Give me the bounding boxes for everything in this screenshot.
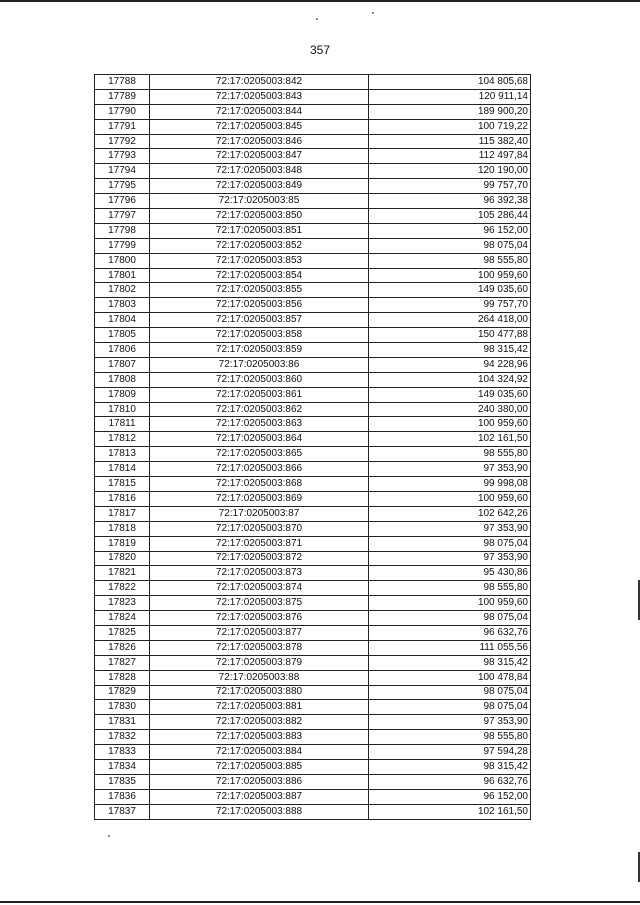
cadastral-number-cell: 72:17:0205003:843 [150,89,369,104]
value-cell: 111 055,56 [369,640,531,655]
table-row [95,134,531,149]
row-number-cell: 17800 [95,253,150,268]
table-row [95,104,531,119]
value-cell: 98 315,42 [369,343,531,358]
cadastral-number-cell: 72:17:0205003:884 [150,745,369,760]
row-number-cell: 17825 [95,625,150,640]
cadastral-number-cell: 72:17:0205003:87 [150,506,369,521]
cadastral-number-cell: 72:17:0205003:848 [150,164,369,179]
cadastral-number-cell: 72:17:0205003:86 [150,357,369,372]
value-cell: 94 228,96 [369,357,531,372]
table-row [95,328,531,343]
row-number-cell: 17835 [95,774,150,789]
cadastral-number-cell: 72:17:0205003:873 [150,566,369,581]
table-row [95,566,531,581]
value-cell: 98 555,80 [369,447,531,462]
value-cell: 96 632,76 [369,625,531,640]
row-number-cell: 17792 [95,134,150,149]
cadastral-number-cell: 72:17:0205003:871 [150,536,369,551]
value-cell: 97 353,90 [369,521,531,536]
value-cell: 150 477,88 [369,328,531,343]
value-cell: 98 075,04 [369,611,531,626]
cadastral-number-cell: 72:17:0205003:853 [150,253,369,268]
cadastral-number-cell: 72:17:0205003:875 [150,596,369,611]
table-row [95,417,531,432]
value-cell: 112 497,84 [369,149,531,164]
top-border-line [0,0,640,2]
row-number-cell: 17808 [95,372,150,387]
row-number-cell: 17817 [95,506,150,521]
row-number-cell: 17830 [95,700,150,715]
scan-speck [108,835,110,837]
cadastral-number-cell: 72:17:0205003:860 [150,372,369,387]
cadastral-number-cell: 72:17:0205003:877 [150,625,369,640]
row-number-cell: 17832 [95,730,150,745]
row-number-cell: 17789 [95,89,150,104]
table-row [95,402,531,417]
table-row [95,372,531,387]
row-number-cell: 17801 [95,268,150,283]
table-row [95,119,531,134]
cadastral-number-cell: 72:17:0205003:872 [150,551,369,566]
value-cell: 97 353,90 [369,551,531,566]
row-number-cell: 17796 [95,194,150,209]
table-row [95,209,531,224]
row-number-cell: 17820 [95,551,150,566]
table-body [95,75,531,820]
cadastral-number-cell: 72:17:0205003:880 [150,685,369,700]
value-cell: 98 555,80 [369,253,531,268]
cadastral-number-cell: 72:17:0205003:856 [150,298,369,313]
table-row [95,789,531,804]
table-row [95,551,531,566]
cadastral-number-cell: 72:17:0205003:847 [150,149,369,164]
table-row [95,223,531,238]
value-cell: 97 594,28 [369,745,531,760]
row-number-cell: 17788 [95,75,150,90]
table-row [95,149,531,164]
row-number-cell: 17804 [95,313,150,328]
cadastral-number-cell: 72:17:0205003:879 [150,655,369,670]
row-number-cell: 17806 [95,343,150,358]
cadastral-number-cell: 72:17:0205003:85 [150,194,369,209]
table-row [95,477,531,492]
value-cell: 97 353,90 [369,462,531,477]
row-number-cell: 17809 [95,387,150,402]
row-number-cell: 17833 [95,745,150,760]
scan-speck [316,18,318,20]
row-number-cell: 17821 [95,566,150,581]
value-cell: 98 075,04 [369,700,531,715]
value-cell: 264 418,00 [369,313,531,328]
table-row [95,730,531,745]
scan-speck [372,12,374,14]
table-row [95,611,531,626]
value-cell: 104 324,92 [369,372,531,387]
cadastral-number-cell: 72:17:0205003:861 [150,387,369,402]
table-row [95,700,531,715]
table-row [95,357,531,372]
cadastral-number-cell: 72:17:0205003:88 [150,670,369,685]
value-cell: 115 382,40 [369,134,531,149]
row-number-cell: 17824 [95,611,150,626]
value-cell: 189 900,20 [369,104,531,119]
table-row [95,715,531,730]
table-row [95,283,531,298]
table-row [95,238,531,253]
table-row [95,89,531,104]
row-number-cell: 17828 [95,670,150,685]
value-cell: 100 719,22 [369,119,531,134]
cadastral-number-cell: 72:17:0205003:852 [150,238,369,253]
table-row [95,640,531,655]
cadastral-number-cell: 72:17:0205003:846 [150,134,369,149]
table-row [95,625,531,640]
table-row [95,670,531,685]
row-number-cell: 17795 [95,179,150,194]
table-row [95,491,531,506]
row-number-cell: 17812 [95,432,150,447]
cadastral-number-cell: 72:17:0205003:887 [150,789,369,804]
cadastral-number-cell: 72:17:0205003:882 [150,715,369,730]
value-cell: 98 315,42 [369,759,531,774]
row-number-cell: 17819 [95,536,150,551]
cadastral-number-cell: 72:17:0205003:842 [150,75,369,90]
cadastral-number-cell: 72:17:0205003:857 [150,313,369,328]
value-cell: 98 555,80 [369,581,531,596]
row-number-cell: 17799 [95,238,150,253]
page-number: 357 [309,43,331,57]
row-number-cell: 17794 [95,164,150,179]
table-row [95,194,531,209]
cadastral-number-cell: 72:17:0205003:864 [150,432,369,447]
cadastral-value-table [94,74,531,820]
value-cell: 95 430,86 [369,566,531,581]
cadastral-number-cell: 72:17:0205003:859 [150,343,369,358]
value-cell: 99 757,70 [369,179,531,194]
row-number-cell: 17836 [95,789,150,804]
value-cell: 99 757,70 [369,298,531,313]
row-number-cell: 17816 [95,491,150,506]
row-number-cell: 17810 [95,402,150,417]
table-row [95,685,531,700]
row-number-cell: 17791 [95,119,150,134]
table-row [95,506,531,521]
table-row [95,387,531,402]
cadastral-number-cell: 72:17:0205003:854 [150,268,369,283]
value-cell: 99 998,08 [369,477,531,492]
row-number-cell: 17793 [95,149,150,164]
table-row [95,596,531,611]
bottom-border-line [0,901,640,903]
value-cell: 98 075,04 [369,685,531,700]
table-row [95,521,531,536]
row-number-cell: 17797 [95,209,150,224]
row-number-cell: 17834 [95,759,150,774]
value-cell: 240 380,00 [369,402,531,417]
row-number-cell: 17803 [95,298,150,313]
value-cell: 120 911,14 [369,89,531,104]
cadastral-number-cell: 72:17:0205003:878 [150,640,369,655]
cadastral-number-cell: 72:17:0205003:845 [150,119,369,134]
table-row [95,447,531,462]
row-number-cell: 17813 [95,447,150,462]
table-row [95,804,531,819]
table-row [95,745,531,760]
cadastral-number-cell: 72:17:0205003:866 [150,462,369,477]
table-row [95,298,531,313]
row-number-cell: 17823 [95,596,150,611]
cadastral-number-cell: 72:17:0205003:869 [150,491,369,506]
table-row [95,759,531,774]
table-row [95,432,531,447]
cadastral-number-cell: 72:17:0205003:844 [150,104,369,119]
cadastral-number-cell: 72:17:0205003:876 [150,611,369,626]
value-cell: 102 161,50 [369,804,531,819]
value-cell: 100 959,60 [369,596,531,611]
cadastral-number-cell: 72:17:0205003:862 [150,402,369,417]
cadastral-number-cell: 72:17:0205003:849 [150,179,369,194]
cadastral-number-cell: 72:17:0205003:858 [150,328,369,343]
value-cell: 100 959,60 [369,268,531,283]
table-row [95,774,531,789]
cadastral-number-cell: 72:17:0205003:850 [150,209,369,224]
value-cell: 100 959,60 [369,491,531,506]
table-row [95,253,531,268]
row-number-cell: 17827 [95,655,150,670]
row-number-cell: 17805 [95,328,150,343]
row-number-cell: 17798 [95,223,150,238]
cadastral-number-cell: 72:17:0205003:883 [150,730,369,745]
table-row [95,581,531,596]
value-cell: 96 152,00 [369,789,531,804]
value-cell: 149 035,60 [369,283,531,298]
row-number-cell: 17802 [95,283,150,298]
cadastral-number-cell: 72:17:0205003:886 [150,774,369,789]
row-number-cell: 17837 [95,804,150,819]
table-row [95,655,531,670]
value-cell: 104 805,68 [369,75,531,90]
row-number-cell: 17815 [95,477,150,492]
table-row [95,164,531,179]
value-cell: 98 075,04 [369,536,531,551]
cadastral-number-cell: 72:17:0205003:881 [150,700,369,715]
value-cell: 102 642,26 [369,506,531,521]
table-row [95,179,531,194]
row-number-cell: 17814 [95,462,150,477]
cadastral-number-cell: 72:17:0205003:868 [150,477,369,492]
value-cell: 100 959,60 [369,417,531,432]
value-cell: 96 632,76 [369,774,531,789]
table-row [95,268,531,283]
row-number-cell: 17807 [95,357,150,372]
row-number-cell: 17831 [95,715,150,730]
value-cell: 97 353,90 [369,715,531,730]
value-cell: 120 190,00 [369,164,531,179]
cadastral-number-cell: 72:17:0205003:870 [150,521,369,536]
value-cell: 96 392,38 [369,194,531,209]
cadastral-number-cell: 72:17:0205003:863 [150,417,369,432]
value-cell: 105 286,44 [369,209,531,224]
value-cell: 149 035,60 [369,387,531,402]
cadastral-number-cell: 72:17:0205003:885 [150,759,369,774]
value-cell: 98 555,80 [369,730,531,745]
table-row [95,536,531,551]
row-number-cell: 17811 [95,417,150,432]
cadastral-number-cell: 72:17:0205003:851 [150,223,369,238]
table-row [95,343,531,358]
cadastral-number-cell: 72:17:0205003:865 [150,447,369,462]
cadastral-number-cell: 72:17:0205003:888 [150,804,369,819]
cadastral-number-cell: 72:17:0205003:855 [150,283,369,298]
value-cell: 98 075,04 [369,238,531,253]
value-cell: 100 478,84 [369,670,531,685]
cadastral-number-cell: 72:17:0205003:874 [150,581,369,596]
row-number-cell: 17790 [95,104,150,119]
row-number-cell: 17818 [95,521,150,536]
table-row [95,313,531,328]
row-number-cell: 17829 [95,685,150,700]
table-row [95,75,531,90]
value-cell: 102 161,50 [369,432,531,447]
table-row [95,462,531,477]
row-number-cell: 17826 [95,640,150,655]
row-number-cell: 17822 [95,581,150,596]
value-cell: 98 315,42 [369,655,531,670]
value-cell: 96 152,00 [369,223,531,238]
